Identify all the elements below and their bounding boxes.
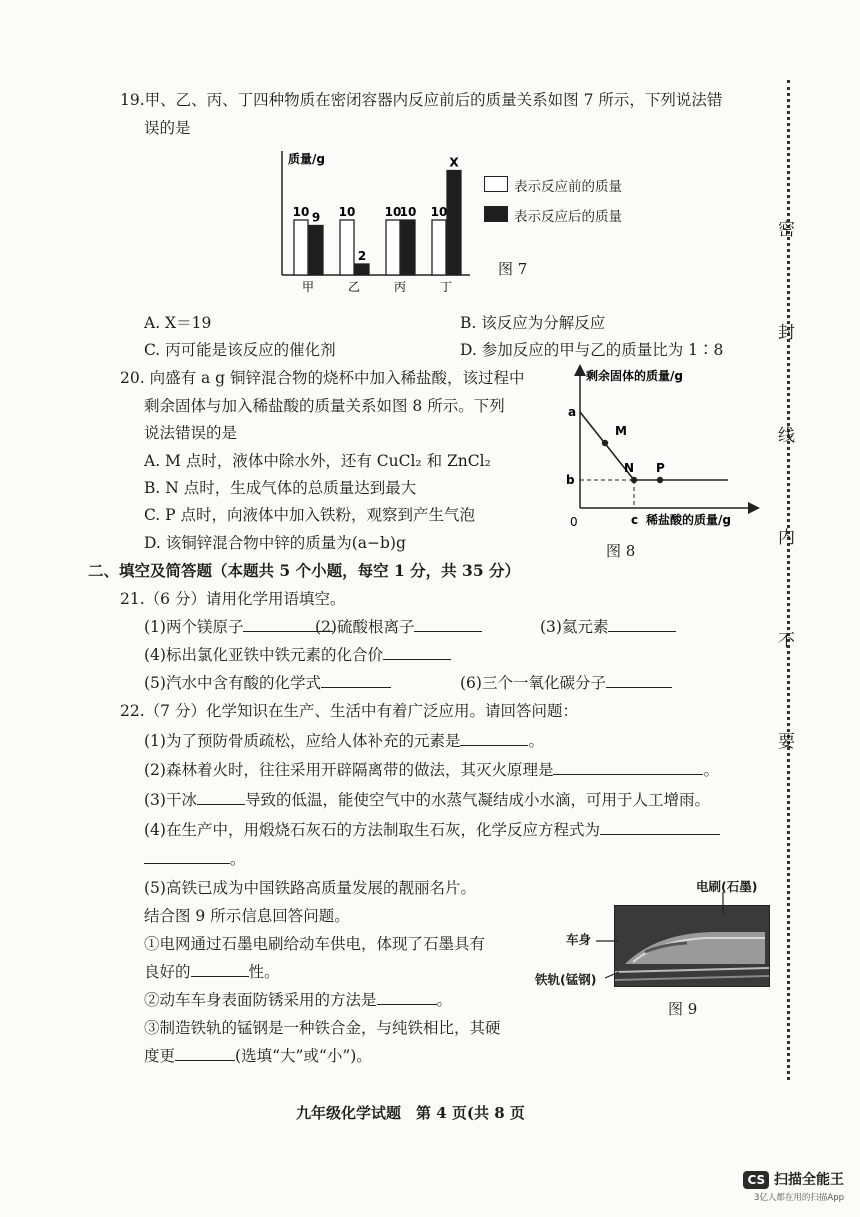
q19-stem-line2: 误的是: [144, 119, 191, 137]
point-label: P: [656, 461, 665, 475]
figure-8-caption: 图 8: [606, 542, 636, 560]
period: 。: [703, 761, 719, 779]
bar-value-label: 10: [384, 205, 402, 219]
answer-blank[interactable]: [175, 1046, 235, 1061]
scanner-watermark: [743, 1169, 844, 1203]
q20-option-a: A. M 点时，液体中除水外，还有 CuCl₂ 和 ZnCl₂: [144, 452, 491, 470]
bar-value-label: 9: [311, 210, 321, 225]
answer-blank[interactable]: [460, 731, 528, 746]
category-label: 丁: [439, 280, 453, 294]
bar-before: [340, 220, 354, 275]
q21-stem: 21.（6 分）请用化学用语填空。: [120, 590, 346, 608]
q22-item1: [144, 729, 544, 751]
q22-sub3a: ③制造铁轨的锰钢是一种铁合金，与纯铁相比，其硬: [144, 1019, 501, 1037]
data-point: [631, 477, 637, 483]
q22-item2: [144, 758, 719, 780]
q22-item1-text: (1)为了预防骨质疏松，应给人体补充的元素是: [144, 732, 461, 750]
x-tick-label: c: [631, 513, 639, 527]
category-label: 乙: [347, 280, 361, 294]
answer-blank[interactable]: [144, 849, 230, 864]
q22-sub1b-post: 性。: [248, 963, 280, 981]
q21-item4: [144, 643, 451, 665]
q21-item6: [460, 671, 672, 693]
figure-7-caption: 图 7: [498, 260, 528, 278]
point-label: M: [615, 424, 627, 438]
scanner-brand: 扫描全能王: [774, 1172, 844, 1188]
bar-after: [401, 220, 415, 275]
answer-blank[interactable]: [553, 760, 703, 775]
answer-blank[interactable]: [377, 990, 437, 1005]
train-illustration: [615, 906, 769, 986]
bar-before: [432, 220, 446, 275]
figure-7-bar-chart: [270, 145, 480, 295]
seal-char: 密: [778, 220, 795, 240]
origin-label: 0: [570, 515, 578, 529]
q22-item4: [144, 818, 720, 840]
bar-after: [355, 264, 369, 275]
q21-item2-text: (2)硫酸根离子: [315, 618, 415, 636]
scanner-tagline: 3亿人都在用的扫描App: [753, 1193, 844, 1203]
period: 。: [436, 991, 453, 1009]
seal-char: 线: [778, 426, 795, 446]
bar-value-label: 10: [430, 205, 448, 219]
y-axis-label: 剩余固体的质量/g: [586, 369, 683, 383]
bar-value-label: 2: [357, 249, 367, 263]
q20-option-d: D. 该铜锌混合物中锌的质量为(a−b)g: [144, 534, 406, 552]
category-label: 丙: [393, 280, 407, 294]
legend-before-label: 表示反应前的质量: [514, 179, 622, 195]
q21-item5: [144, 671, 391, 693]
legend-swatch-before: [484, 176, 508, 192]
figure-8-line-chart: [560, 362, 760, 534]
bar-value-label: 10: [399, 205, 417, 219]
q21-item3-text: (3)氦元素: [540, 618, 609, 636]
figure-9-caption: 图 9: [668, 1000, 698, 1018]
seal-char: 不: [778, 631, 795, 651]
q22-stem: 22.（7 分）化学知识在生产、生活中有着广泛应用。请回答问题：: [120, 702, 578, 720]
category-label: 甲: [301, 280, 315, 294]
q22-item3: [144, 788, 710, 810]
point-label: N: [624, 461, 635, 475]
bar-after: [309, 226, 323, 276]
q19-option-d: D. 参加反应的甲与乙的质量比为 1∶8: [460, 341, 724, 359]
q22-item4-cont: [144, 847, 246, 869]
answer-blank[interactable]: [191, 962, 249, 977]
bar-value-label: 10: [338, 205, 356, 219]
q19-option-c: C. 丙可能是该反应的催化剂: [144, 341, 336, 359]
period: 。: [528, 732, 544, 750]
q22-sub1a: ①电网通过石墨电刷给动车供电，体现了石墨具有: [144, 935, 486, 953]
q22-sub2: [144, 988, 452, 1010]
seal-char: 封: [778, 323, 795, 343]
bar-after: [447, 171, 461, 276]
bar-before: [294, 220, 308, 275]
q20-option-b: B. N 点时，生成气体的总质量达到最大: [144, 479, 417, 497]
q20-stem-line1: 20. 向盛有 a g 铜锌混合物的烧杯中加入稀盐酸，该过程中: [120, 369, 525, 387]
bar-value-label: X: [449, 155, 459, 170]
q22-item5b: 结合图 9 所示信息回答问题。: [144, 907, 350, 925]
y-tick-label: a: [568, 405, 577, 419]
q21-item6-text: (6)三个一氧化碳分子: [460, 674, 606, 692]
q22-item5: (5)高铁已成为中国铁路高质量发展的靓丽名片。: [144, 879, 476, 897]
pointer-line-rail: [605, 970, 619, 980]
answer-blank[interactable]: [600, 820, 720, 835]
train-photo: [614, 905, 770, 987]
q21-item1: [144, 615, 333, 637]
data-point: [602, 440, 608, 446]
period: 。: [230, 850, 246, 868]
y-axis-label: 质量/g: [288, 152, 325, 166]
pointer-line-brush: [718, 892, 728, 914]
q21-item5-text: (5)汽水中含有酸的化学式: [144, 674, 321, 692]
figure-9-label-body: 车身: [566, 932, 592, 947]
q22-sub3b-post: (选填“大”或“小”)。: [235, 1047, 372, 1065]
seal-char: 内: [778, 528, 795, 548]
q22-sub3b-pre: 度更: [144, 1047, 176, 1065]
q19-option-a: A. X＝19: [144, 314, 212, 332]
q22-sub2-text: ②动车车身表面防锈采用的方法是: [144, 991, 377, 1009]
bar-value-label: 10: [292, 205, 310, 219]
figure-9-label-brush: 电刷(石墨): [696, 879, 758, 894]
answer-blank[interactable]: [606, 673, 672, 688]
q20-stem-line3: 说法错误的是: [144, 424, 238, 442]
answer-blank[interactable]: [414, 617, 482, 632]
series-line: [580, 412, 728, 480]
q22-item3-post: 导致的低温，能使空气中的水蒸气凝结成小水滴，可用于人工增雨。: [244, 791, 710, 809]
answer-blank[interactable]: [321, 673, 391, 688]
q22-sub3b: [144, 1044, 372, 1066]
q21-item2: [315, 615, 482, 637]
scanner-logo: CS: [743, 1171, 769, 1189]
legend-swatch-after: [484, 206, 508, 222]
data-point: [657, 477, 663, 483]
answer-blank[interactable]: [608, 617, 676, 632]
x-axis-label: 稀盐酸的质量/g: [646, 513, 731, 527]
bar-before: [386, 220, 400, 275]
q22-item2-text: (2)森林着火时，往往采用开辟隔离带的做法，其灭火原理是: [144, 761, 554, 779]
page-footer: 九年级化学试题 第 4 页(共 8 页: [296, 1104, 525, 1122]
q22-sub1b-pre: 良好的: [144, 963, 191, 981]
q22-sub1b: [144, 960, 280, 982]
q21-item3: [540, 615, 676, 637]
answer-blank[interactable]: [197, 790, 245, 805]
q22-item4-text: (4)在生产中，用煅烧石灰石的方法制取生石灰，化学反应方程式为: [144, 821, 600, 839]
q22-item3-pre: (3)干冰: [144, 791, 197, 809]
q19-stem-line1: 19.甲、乙、丙、丁四种物质在密闭容器内反应前后的质量关系如图 7 所示，下列说法错: [120, 91, 723, 109]
y-tick-label: b: [566, 473, 575, 487]
pointer-line-body: [596, 938, 618, 944]
answer-blank[interactable]: [383, 645, 451, 660]
section-2-title: 二、填空及简答题（本题共 5 个小题，每空 1 分，共 35 分）: [88, 561, 521, 580]
q19-option-b: B. 该反应为分解反应: [460, 314, 606, 332]
figure-9-label-rail: 铁轨(锰钢): [535, 972, 597, 987]
q20-option-c: C. P 点时，向液体中加入铁粉，观察到产生气泡: [144, 506, 476, 524]
legend-after-label: 表示反应后的质量: [514, 209, 622, 225]
q20-stem-line2: 剩余固体与加入稀盐酸的质量关系如图 8 所示。下列: [144, 397, 505, 415]
q21-item4-text: (4)标出氯化亚铁中铁元素的化合价: [144, 646, 383, 664]
seal-char: 要: [778, 732, 795, 752]
q21-item1-text: (1)两个镁原子: [144, 618, 244, 636]
